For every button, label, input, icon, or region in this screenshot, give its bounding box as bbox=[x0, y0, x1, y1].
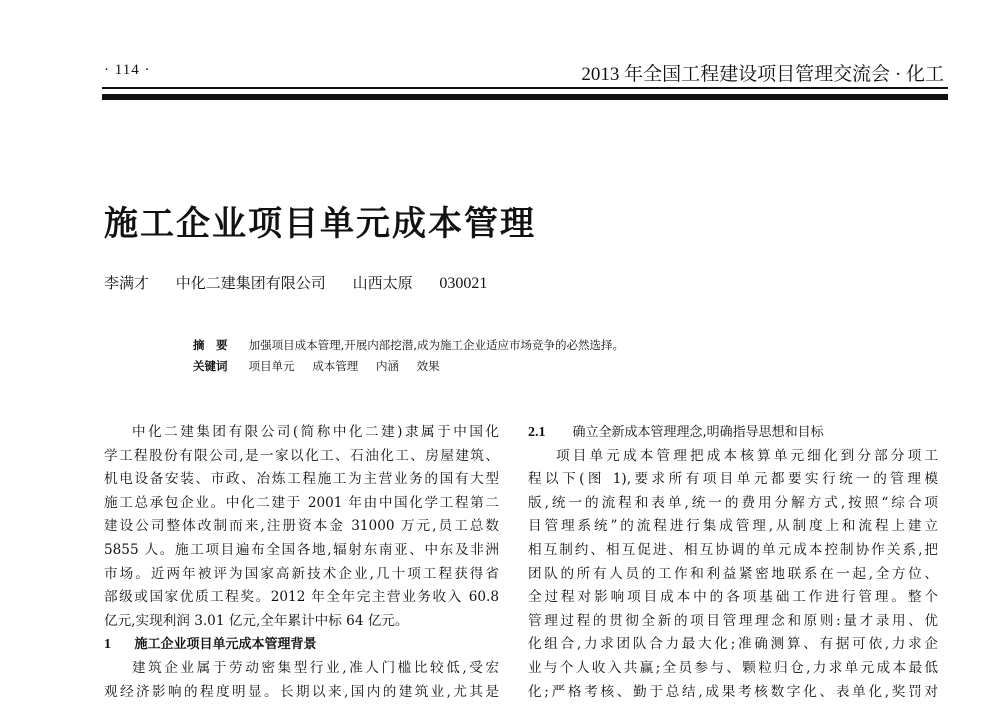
section-heading-2-1 bbox=[528, 421, 938, 445]
text-line: 程以下(图 1),要求所有项目单元都要实行统一的管理模 bbox=[528, 471, 938, 488]
text-line: 团队的所有人员的工作和利益紧密地联系在一起,全方位、 bbox=[528, 565, 938, 582]
location: 山西太原 bbox=[352, 274, 413, 292]
header-rule-thin bbox=[102, 87, 948, 89]
byline bbox=[104, 272, 509, 293]
text-line: 5855 人。施工项目遍布全国各地,辐射东南亚、中东及非洲 bbox=[104, 541, 499, 558]
text-line: 管理过程的贯彻全新的项目管理理念和原则:量才录用、优 bbox=[528, 612, 938, 629]
abstract-block bbox=[193, 335, 624, 377]
abstract-label: 摘 要 bbox=[193, 338, 228, 352]
text-line: 中化二建集团有限公司(简称中化二建)隶属于中国化 bbox=[132, 424, 499, 440]
text-line: 亿元,实现利润 3.01 亿元,全年累计中标 64 亿元。 bbox=[104, 612, 409, 629]
text-line: 相互制约、相互促进、相互协调的单元成本控制协作关系,把 bbox=[528, 541, 938, 558]
text-line: 化组合,力求团队合力最大化;准确测算、有据可依,力求企 bbox=[528, 636, 938, 653]
header-rule-thick bbox=[102, 94, 948, 100]
intro-paragraph bbox=[104, 421, 499, 633]
keywords-label: 关键词 bbox=[193, 359, 228, 373]
text-line: 目管理系统”的流程进行集成管理,从制度上和流程上建立 bbox=[528, 518, 938, 535]
keyword: 内涵 bbox=[375, 359, 399, 373]
section-title: 确立全新成本管理理念,明确指导思想和目标 bbox=[572, 425, 824, 440]
section-paragraph bbox=[528, 445, 938, 705]
text-line: 业与个人收入共赢;全员参与、颗粒归仓,力求单元成本最低 bbox=[528, 659, 938, 676]
text-line: 观经济影响的程度明显。长期以来,国内的建筑业,尤其是 bbox=[104, 683, 499, 700]
keyword: 成本管理 bbox=[312, 359, 359, 373]
text-line: 施工总承包企业。中化二建于 2001 年由中国化学工程第二 bbox=[104, 494, 499, 511]
postal-code: 030021 bbox=[439, 275, 488, 292]
background-paragraph bbox=[104, 657, 499, 704]
section-title: 施工企业项目单元成本管理背景 bbox=[134, 637, 317, 653]
keyword: 项目单元 bbox=[248, 359, 295, 373]
keywords-row bbox=[193, 356, 624, 377]
text-line: 机电设备安装、市政、冶炼工程施工为主营业务的国有大型 bbox=[104, 471, 499, 488]
text-line: 建设公司整体改制而来,注册资本金 31000 万元,员工总数 bbox=[104, 518, 499, 535]
left-column bbox=[104, 421, 499, 704]
text-line: 市场。近两年被评为国家高新技术企业,几十项工程获得省 bbox=[104, 565, 499, 582]
text-line: 项目单元成本管理把成本核算单元细化到分部分项工 bbox=[556, 447, 938, 464]
page-number: · 114 · bbox=[104, 62, 151, 78]
text-line: 全过程对影响项目成本中的各项基础工作进行管理。整个 bbox=[528, 589, 938, 606]
affiliation: 中化二建集团有限公司 bbox=[175, 274, 326, 292]
article-title: 施工企业项目单元成本管理 bbox=[104, 204, 536, 244]
right-column bbox=[528, 421, 938, 704]
text-line: 学工程股份有限公司,是一家以化工、石油化工、房屋建筑、 bbox=[104, 447, 499, 464]
abstract-row bbox=[193, 335, 624, 356]
section-heading-1 bbox=[104, 633, 499, 657]
text-line: 化;严格考核、勤于总结,成果考核数字化、表单化,奖罚对 bbox=[528, 683, 938, 700]
text-line: 建筑企业属于劳动密集型行业,准人门槛比较低,受宏 bbox=[132, 659, 499, 676]
abstract-text: 加强项目成本管理,开展内部挖潜,成为施工企业适应市场竞争的必然选择。 bbox=[248, 338, 624, 352]
keyword: 效果 bbox=[416, 359, 440, 373]
section-number: 1 bbox=[104, 637, 111, 653]
running-title: 2013 年全国工程建设项目管理交流会 · 化工 bbox=[581, 64, 944, 85]
author-name: 李满才 bbox=[104, 274, 150, 292]
section-number: 2.1 bbox=[528, 425, 546, 440]
text-line: 版,统一的流程和表单,统一的费用分解方式,按照“综合项 bbox=[528, 494, 938, 511]
text-line: 部级或国家优质工程奖。2012 年全年完主营业务收入 60.8 bbox=[104, 589, 499, 606]
